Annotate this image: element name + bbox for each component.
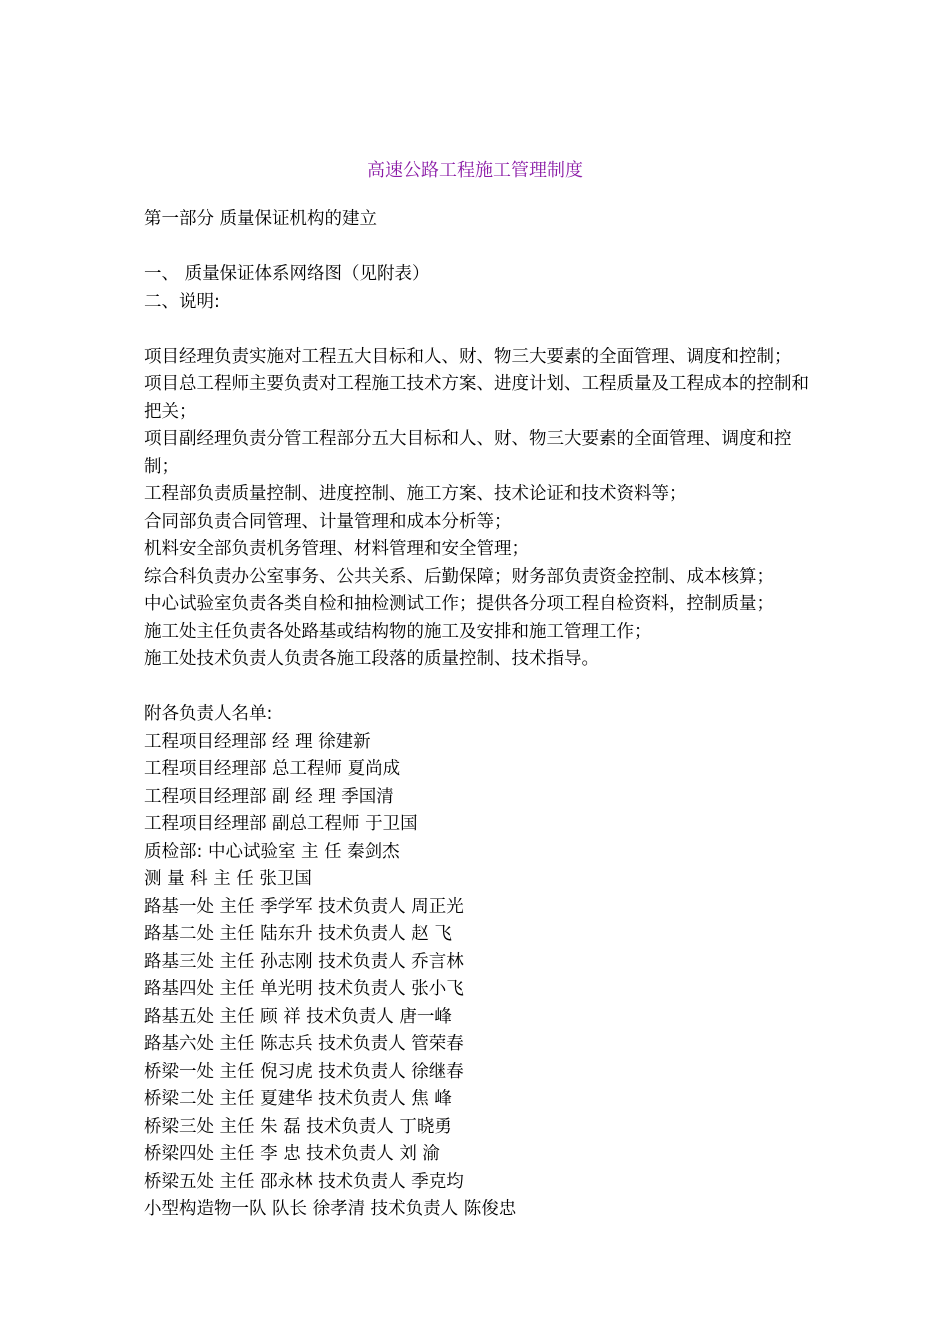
roster-item: 路基六处 主任 陈志兵 技术负责人 管荣春 (144, 1034, 464, 1054)
roster-item: 工程项目经理部 总工程师 夏尚成 (144, 759, 401, 779)
roster-item: 路基四处 主任 单光明 技术负责人 张小飞 (144, 979, 464, 999)
duty-paragraph: 中心试验室负责各类自检和抽检测试工作；提供各分项工程自检资料，控制质量； (144, 594, 774, 614)
roster-item: 质检部: 中心试验室 主 任 秦剑杰 (144, 841, 400, 862)
roster-item: 桥梁一处 主任 倪习虎 技术负责人 徐继春 (144, 1061, 464, 1082)
spacer (144, 316, 816, 344)
roster-item: 测 量 科 主 任 张卫国 (144, 869, 312, 889)
roster-item: 路基二处 主任 陆东升 技术负责人 赵 飞 (144, 924, 452, 944)
spacer (144, 234, 816, 262)
document-body (144, 206, 816, 1224)
duty-paragraph: 项目经理负责实施对工程五大目标和人、财、物三大要素的全面管理、调度和控制； (144, 346, 792, 367)
duty-paragraph: 工程部负责质量控制、进度控制、施工方案、技术论证和技术资料等； (144, 484, 687, 504)
spacer (144, 674, 816, 702)
roster-item: 工程项目经理部 经 理 徐建新 (144, 731, 371, 752)
roster-item: 桥梁四处 主任 李 忠 技术负责人 刘 渝 (144, 1144, 440, 1164)
document-title: 高速公路工程施工管理制度 (367, 160, 583, 181)
roster-item: 工程项目经理部 副总工程师 于卫国 (144, 814, 418, 834)
roster-item: 桥梁三处 主任 朱 磊 技术负责人 丁晓勇 (144, 1116, 452, 1137)
duty-paragraph: 项目副经理负责分管工程部分五大目标和人、财、物三大要素的全面管理、调度和控制； (144, 429, 792, 477)
roster-heading: 附各负责人名单: (144, 704, 273, 724)
duty-paragraph: 机料安全部负责机务管理、材料管理和安全管理； (144, 539, 529, 559)
roster-item: 路基五处 主任 顾 祥 技术负责人 唐一峰 (144, 1006, 452, 1027)
duty-paragraph: 项目总工程师主要负责对工程施工技术方案、进度计划、工程质量及工程成本的控制和把关； (144, 374, 809, 422)
roster-item: 路基三处 主任 孙志刚 技术负责人 乔言林 (144, 951, 464, 972)
roster-item: 小型构造物一队 队长 徐孝清 技术负责人 陈俊忠 (144, 1199, 517, 1219)
section-heading-1: 一、 质量保证体系网络图（见附表） (144, 264, 430, 284)
duty-paragraph: 合同部负责合同管理、计量管理和成本分析等； (144, 511, 512, 532)
roster-item: 桥梁五处 主任 邵永林 技术负责人 季克均 (144, 1171, 464, 1192)
duty-paragraph: 综合科负责办公室事务、公共关系、后勤保障；财务部负责资金控制、成本核算； (144, 566, 774, 587)
part-heading: 第一部分 质量保证机构的建立 (144, 209, 378, 229)
section-heading-2: 二、说明: (144, 291, 220, 312)
roster-item: 桥梁二处 主任 夏建华 技术负责人 焦 峰 (144, 1089, 452, 1109)
roster-item: 工程项目经理部 副 经 理 季国清 (144, 786, 394, 807)
duty-paragraph: 施工处技术负责人负责各施工段落的质量控制、技术指导。 (144, 649, 599, 669)
roster-list (144, 729, 816, 1224)
roster-item: 路基一处 主任 季学军 技术负责人 周正光 (144, 896, 464, 917)
duty-paragraph: 施工处主任负责各处路基或结构物的施工及安排和施工管理工作； (144, 621, 652, 642)
duties-list (144, 344, 816, 674)
